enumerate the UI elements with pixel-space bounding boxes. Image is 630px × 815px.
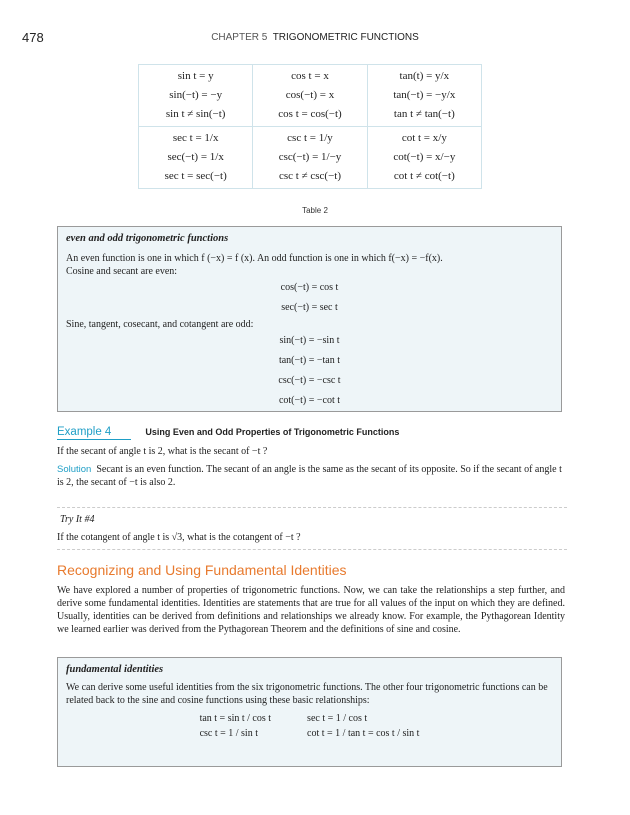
example-question: If the secant of angle t is 2, what is the secant of −t ? bbox=[57, 446, 268, 457]
table-cell: csc t = 1/y csc(−t) = 1/−y csc t ≠ csc(−t) bbox=[253, 127, 367, 189]
divider bbox=[57, 549, 567, 550]
example-header bbox=[57, 422, 567, 440]
try-it-question: If the cotangent of angle t is √3, what is the cotangent of −t ? bbox=[57, 532, 301, 543]
section-heading: Recognizing and Using Fundamental Identities bbox=[57, 562, 347, 578]
example-label: Example 4 bbox=[57, 426, 131, 440]
box-title: fundamental identities bbox=[66, 664, 164, 675]
try-it-label: Try It #4 bbox=[60, 514, 95, 525]
section-paragraph: We have explored a number of properties of trigonometric functions. Now, we can take the relationships a step further, and derive some fundamental identities. Identities are statements that are true for all values of the input on which they are defined. Usually, identities can be derived from definitions and relationships we already know. For example, the Pythagorean Identity we learned earlier was derived from the Pythagorean Theorem and the definitions of sine and cosine. bbox=[57, 585, 565, 635]
box-title: even and odd trigonometric functions bbox=[66, 233, 229, 244]
table-caption: Table 2 bbox=[302, 206, 328, 215]
table-cell: sin t = y sin(−t) = −y sin t ≠ sin(−t) bbox=[139, 65, 253, 127]
table-cell: cot t = x/y cot(−t) = x/−y cot t ≠ cot(−t) bbox=[367, 127, 481, 189]
table-cell: sec t = 1/x sec(−t) = 1/x sec t = sec(−t) bbox=[139, 127, 253, 189]
divider bbox=[57, 507, 567, 508]
table-cell: tan(t) = y/x tan(−t) = −y/x tan t ≠ tan(−t) bbox=[367, 65, 481, 127]
fundamental-identities-box: fundamental identities We can derive some useful identities from the six trigonometric functions. The other four trigonometric functions can be related back to the sine and cosine functions using these basic relationships: tan t = sin t / cos t sec t = 1 / cos t csc t = 1 / sin t cot t = 1 / tan t = cos t / sin t bbox=[57, 657, 562, 767]
identity-grid: tan t = sin t / cos t sec t = 1 / cos t csc t = 1 / sin t cot t = 1 / tan t = cos t / sin t bbox=[199, 713, 420, 739]
table-cell: cos t = x cos(−t) = x cos t = cos(−t) bbox=[253, 65, 367, 127]
page-number: 478 bbox=[22, 30, 44, 45]
running-header: CHAPTER 5 TRIGONOMETRIC FUNCTIONS bbox=[211, 32, 419, 43]
even-odd-definition-box: even and odd trigonometric functions An even function is one in which f (−x) = f (x). An odd function is one in which f(−x) = −f(x). Cosine and secant are even: cos(−t) = cos t sec(−t) = sec t Sine, tangent, cosecant, and cotangent are odd: sin(−t) = −sin t tan(−t) = −tan t csc(−t) = −csc t cot(−t) = −cot t bbox=[57, 226, 562, 412]
even-odd-table bbox=[138, 64, 482, 189]
example-title: Using Even and Odd Properties of Trigonometric Functions bbox=[145, 427, 400, 437]
example-solution: Solution Secant is an even function. The secant of an angle is the same as the secant of its opposite. So if the secant of angle t is 2, the secant of −t is also 2. bbox=[57, 464, 562, 488]
